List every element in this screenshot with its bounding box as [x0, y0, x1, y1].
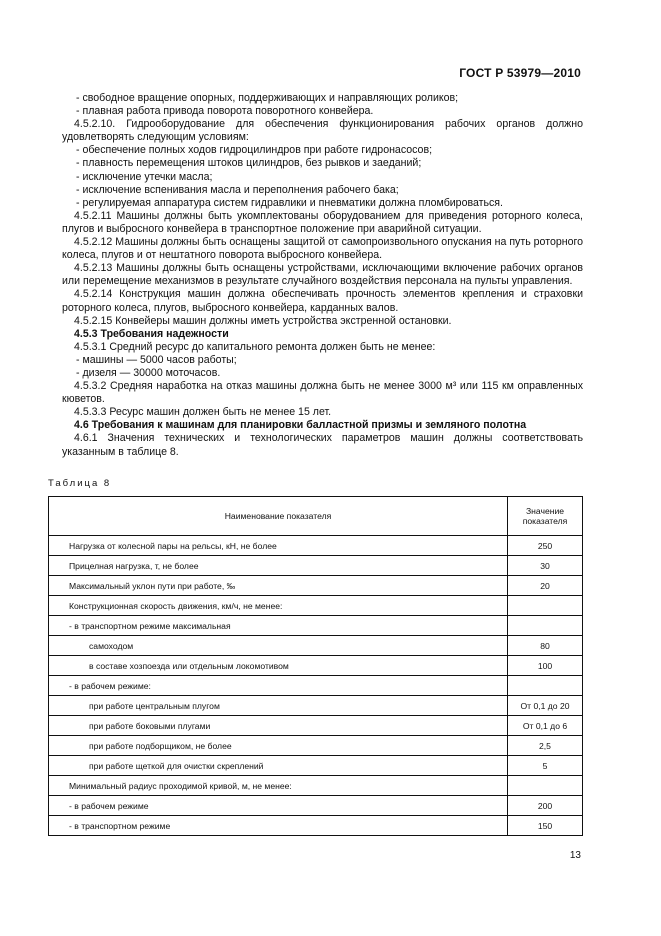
- table-cell-name: Максимальный уклон пути при работе, ‰: [49, 576, 508, 596]
- paragraph: 4.5.2.15 Конвейеры машин должны иметь устройства экстренной остановки.: [74, 314, 452, 327]
- paragraph: 4.5.3.1 Средний ресурс до капитального ремонта должен быть не менее:: [74, 340, 436, 353]
- table-row: [49, 636, 583, 656]
- list-item: - дизеля — 30000 моточасов.: [76, 366, 221, 379]
- table-row: [49, 816, 583, 836]
- table-cell-name: Минимальный радиус проходимой кривой, м, не менее:: [49, 776, 508, 796]
- paragraph: 4.6.1 Значения технических и технологических параметров машин должны соответствовать указанным в таблице 8.: [62, 432, 583, 458]
- paragraph: 4.5.2.14 Конструкция машин должна обеспечивать прочность элементов крепления и страховки роторного колеса, плугов, выбросного конвейера, карданных валов.: [62, 288, 583, 314]
- table-cell-value: От 0,1 до 20: [508, 696, 583, 716]
- list-item: - плавная работа привода поворота поворотного конвейера.: [76, 105, 374, 118]
- table-cell-name: самоходом: [49, 636, 508, 656]
- table-row: [49, 556, 583, 576]
- table-header-row: [49, 497, 583, 536]
- table-cell-name: Прицелная нагрузка, т, не более: [49, 556, 508, 576]
- table-cell-name: при работе подборщиком, не более: [49, 736, 508, 756]
- table-cell-value: 150: [508, 816, 583, 836]
- table-row: [49, 596, 583, 616]
- table-cell-name: - в рабочем режиме: [49, 796, 508, 816]
- table-cell-name: в составе хозпоезда или отдельным локомотивом: [49, 656, 508, 676]
- list-item: - обеспечение полных ходов гидроцилиндров при работе гидронасосов;: [76, 144, 433, 157]
- table-label: Таблица 8: [48, 478, 112, 489]
- table-cell-name: - в транспортном режиме максимальная: [49, 616, 508, 636]
- table-cell-value: 30: [508, 556, 583, 576]
- paragraph: 4.5.2.13 Машины должны быть оснащены устройствами, исключающими включение рабочих органов или перемещение механизмов в результате случайного воздействия персонала на пульты управления.: [62, 262, 583, 288]
- table-row: [49, 716, 583, 736]
- table-cell-name: при работе центральным плугом: [49, 696, 508, 716]
- column-header-value: Значение показателя: [508, 497, 583, 536]
- table-cell-value: 80: [508, 636, 583, 656]
- table-row: [49, 776, 583, 796]
- parameters-table: [48, 496, 583, 836]
- list-item: - машины — 5000 часов работы;: [76, 353, 237, 366]
- table-row: [49, 796, 583, 816]
- paragraph: 4.5.2.10. Гидрооборудование для обеспечения функционирования рабочих органов должно удовлетворять следующим условиям:: [62, 118, 583, 144]
- table-cell-name: при работе щеткой для очистки скреплений: [49, 756, 508, 776]
- table-cell-value: От 0,1 до 6: [508, 716, 583, 736]
- table-cell-name: - в рабочем режиме:: [49, 676, 508, 696]
- paragraph: 4.5.2.11 Машины должны быть укомплектованы оборудованием для приведения роторного колеса, плугов и выбросного конвейера в транспортное положение при аварийной ситуации.: [62, 209, 583, 235]
- section-heading: 4.6 Требования к машинам для планировки балластной призмы и земляного полотна: [74, 419, 527, 432]
- body-text: [62, 92, 583, 459]
- list-item: - регулируемая аппаратура систем гидравлики и пневматики должна пломбироваться.: [76, 196, 503, 209]
- table-row: [49, 616, 583, 636]
- table-cell-value: [508, 776, 583, 796]
- table-cell-value: [508, 676, 583, 696]
- list-item: - исключение утечки масла;: [76, 170, 213, 183]
- table-cell-value: 200: [508, 796, 583, 816]
- table-row: [49, 536, 583, 556]
- paragraph: 4.5.3.3 Ресурс машин должен быть не менее 15 лет.: [74, 406, 332, 419]
- table-row: [49, 696, 583, 716]
- table-cell-value: [508, 616, 583, 636]
- page-number: 13: [569, 850, 581, 861]
- table-cell-name: при работе боковыми плугами: [49, 716, 508, 736]
- table-row: [49, 756, 583, 776]
- list-item: - исключение вспенивания масла и переполнения рабочего бака;: [76, 183, 399, 196]
- table-row: [49, 676, 583, 696]
- table-cell-value: [508, 596, 583, 616]
- table-cell-value: 250: [508, 536, 583, 556]
- table-row: [49, 656, 583, 676]
- table-cell-name: Нагрузка от колесной пары на рельсы, кН, не более: [49, 536, 508, 556]
- column-header-name: Наименование показателя: [49, 497, 508, 536]
- table-row: [49, 736, 583, 756]
- table-cell-value: 2,5: [508, 736, 583, 756]
- list-item: - плавность перемещения штоков цилиндров, без рывков и заеданий;: [76, 157, 422, 170]
- document-header: ГОСТ Р 53979—2010: [459, 66, 581, 80]
- table-cell-value: 20: [508, 576, 583, 596]
- paragraph: 4.5.2.12 Машины должны быть оснащены защитой от самопроизвольного опускания на путь роторного колеса, плугов и от нештатного поворота выбросного конвейера.: [62, 236, 583, 262]
- table-cell-value: 100: [508, 656, 583, 676]
- list-item: - свободное вращение опорных, поддерживающих и направляющих роликов;: [76, 92, 459, 104]
- table-cell-name: Конструкционная скорость движения, км/ч, не менее:: [49, 596, 508, 616]
- table-cell-value: 5: [508, 756, 583, 776]
- table-row: [49, 576, 583, 596]
- paragraph: 4.5.3.2 Средняя наработка на отказ машины должна быть не менее 3000 м³ или 115 км оправленных кюветов.: [62, 380, 583, 406]
- section-heading: 4.5.3 Требования надежности: [74, 327, 229, 340]
- table-cell-name: - в транспортном режиме: [49, 816, 508, 836]
